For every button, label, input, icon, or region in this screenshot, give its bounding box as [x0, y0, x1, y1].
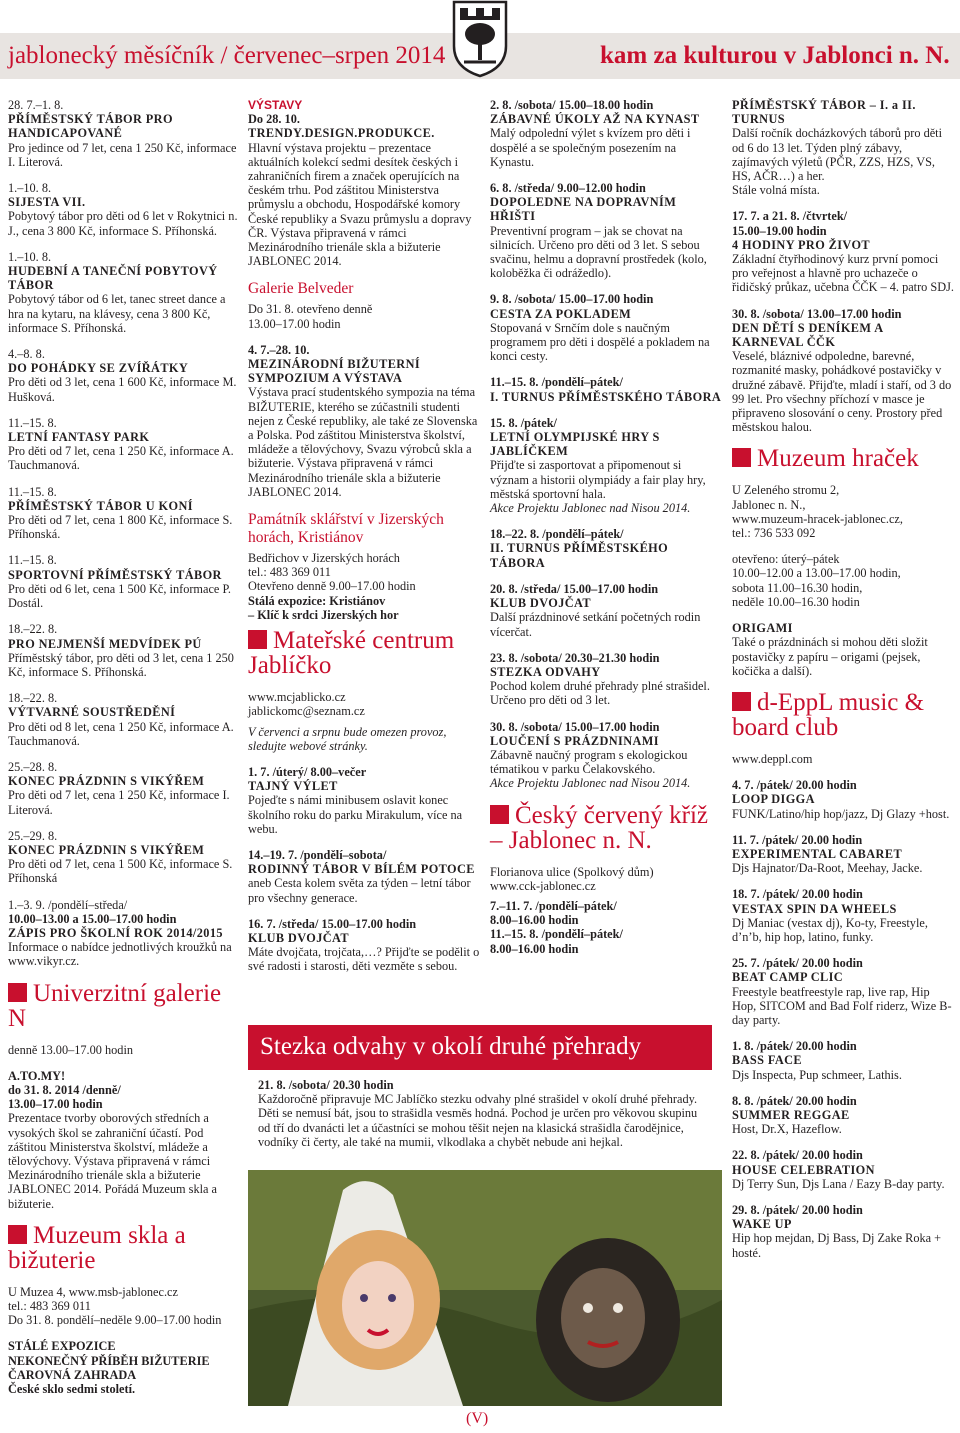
stezka-banner: [248, 1025, 712, 1070]
list-item: A.TO.MY! do 31. 8. 2014 /denně/ 13.00–17.00 hodin Prezentace tvorby oborových středních a vysokých škol se zahraniční účastí. Pod záštitou Ministerstva školství, mládeže a tělovýchovy. Výstava připravená v rámci Mezinárodního trienále skla a bižuterie JABLONEC 2014. Pořádá Muzeum skla a bižuterie.: [8, 1068, 218, 1211]
section-title: kam za kulturou v Jablonci n. N.: [600, 42, 950, 69]
section-heading-deppl: d-EppL music & board club: [732, 688, 925, 741]
hracek-line: tel.: 736 533 092: [732, 526, 816, 541]
publication-title: jablonecký měsíčník / červenec–srpen 2014: [8, 42, 446, 69]
list-item: 6. 8. /středa/ 9.00–12.00 hodin DOPOLEDNE NA DOPRAVNÍM HŘIŠTI Preventivní program – jak se chovat na silnicích. Určeno pro děti od 3 let. S sebou svačinu, helmu a dopravní prostředek (kolo, koloběžka či odrážedlo).: [490, 181, 707, 281]
list-item: 23. 8. /sobota/ 20.30–21.30 hodin STEZKA ODVAHY Pochod kolem druhé přehrady plné strašidel. Určeno pro děti od 3 let.: [490, 650, 710, 708]
column-exhibitions: [248, 98, 480, 986]
expo-title: STÁLÉ EXPOZICE: [8, 1339, 116, 1354]
cck-address: Florianova ulice (Spolkový dům): [490, 864, 654, 879]
hracek-line: otevřeno: úterý–pátek: [732, 552, 840, 567]
list-item: PŘÍMĚSTSKÝ TÁBOR – I. a II. TURNUS Další ročník docházkových táborů pro děti od 6 do 13 let. Týden plný zábavy, zajímavých výletů (PČR, ZZS, HZS, VS, HS, AČR…) a her. Stále volná místa.: [732, 98, 943, 198]
list-item: 18.–22. 8. PRO NEJMENŠÍ MEDVÍDEK PÚ Příměstský tábor, pro děti od 3 let, cena 1 250 Kč, informace S. Příhonská.: [8, 622, 234, 679]
list-item: 1.–10. 8. HUDEBNÍ A TANEČNÍ POBYTOVÝ TÁBOR Pobytový tábor od 6 let, tanec street dance a hra na kytaru, na klávesy, cena 3 800 Kč, informace S. Příhonská.: [8, 249, 226, 335]
materske-mail: jablickomc@seznam.cz: [248, 704, 365, 719]
list-item: 11.–15. 8. /pondělí–pátek/ I. TURNUS PŘÍMĚSTSKÉHO TÁBORA: [490, 375, 722, 404]
pamatnik-line: Stálá expozice: Kristiánov: [248, 593, 386, 608]
list-item: 22. 8. /pátek/ 20.00 hodin HOUSE CELEBRATION Dj Terry Sun, Djs Lana / Eazy B-day party.: [732, 1148, 945, 1191]
list-item: 29. 8. /pátek/ 20.00 hodin WAKE UP Hip hop mejdan, Dj Bass, Dj Zake Roka + hosté.: [732, 1202, 942, 1260]
pamatnik-line: Otevřeno denně 9.00–17.00 hodin: [248, 579, 416, 594]
masked-children-photo: [248, 1170, 722, 1406]
pamatnik-line: – Klíč k srdci Jizerských hor: [248, 607, 399, 622]
belveder-line: Do 31. 8. otevřeno denně: [248, 302, 373, 317]
hracek-line: www.muzeum-hracek-jablonec.cz,: [732, 511, 903, 526]
section-heading-materske: Mateřské centrum Jablíčko: [248, 627, 455, 680]
list-item: 18. 7. /pátek/ 20.00 hodin VESTAX SPIN DA WHEELS Dj Maniac (vestax dj), Ko-ty, Freestyle, d’n’b, hip hop, latino, funky.: [732, 887, 928, 944]
list-item: 18.–22. 8. /pondělí–pátek/ II. TURNUS PŘÍMĚSTSKÉHO TÁBORA: [490, 527, 669, 570]
list-item: 18.–22. 8. VÝTVARNÉ SOUSTŘEDĚNÍ Pro děti od 8 let, cena 1 250 Kč, informace A. Tauchmanová.: [8, 691, 234, 748]
red-square-icon: [732, 448, 751, 467]
banner-title: Stezka odvahy v okolí druhé přehrady: [260, 1033, 642, 1060]
list-item: 11. 7. /pátek/ 20.00 hodin EXPERIMENTAL CABARET Djs Hajnator/Da-Root, Meehay, Jacke.: [732, 832, 923, 876]
city-crest-logo: [450, 0, 510, 78]
pamatnik-title: Památník sklářství v Jizerských horách, Kristiánov: [248, 511, 444, 547]
list-item: 11.–15. 8. SPORTOVNÍ PŘÍMĚSTSKÝ TÁBOR Pro děti od 6 let, cena 1 500 Kč, informace P. Dostál.: [8, 553, 231, 611]
list-item: 4. 7.–28. 10. MEZINÁRODNÍ BIŽUTERNÍ SYMPOZIUM A VÝSTAVA Výstava prací studentského sympozia na téma BIŽUTERIE, kterého se zúčastnili studenti nejen z České republiky, ale také ze Slovenska a Polska. Pod záštitou Ministerstva školství, mládeže a tělovýchovy, Svazu výrobců skla a bižuterie. Výstava připravená v rámci Mezinárodního trienále skla a bižuterie JABLONEC 2014.: [248, 342, 478, 499]
list-item: 30. 8. /sobota/ 13.00–17.00 hodin DEN DĚTÍ S DENÍKEM A KARNEVAL ČČK Veselé, bláznivé odpoledne, barevné, rozmanité masky, pohádkové postavičky v družné zábavě. Přijďte, mladí i staří, od 3 do 99 let. Pro všechny příchozí v masce je připraveno slosování o ceny. Prostory před městskou halou.: [732, 306, 952, 435]
list-item: 25. 7. /pátek/ 20.00 hodin BEAT CAMP CLIC Freestyle beatfreestyle rap, live rap, Hip Hop, SITCOM and Bad Folf riderz, Wize B-day party.: [732, 956, 952, 1027]
list-item: 17. 7. a 21. 8. /čtvrtek/ 15.00–19.00 hodin 4 HODINY PRO ŽIVOT Základní čtyřhodinový kurz první pomoci pro veřejnost a hlavně pro uchazeče o řidičský průkaz, učebna ČČK – 4. patro SDJ.: [732, 209, 954, 295]
list-item: 28. 7.–1. 8. PŘÍMĚSTSKÝ TÁBOR PRO HANDICAPOVANÉ Pro jedince od 7 let, cena 1 250 Kč, informace I. Literová.: [8, 98, 237, 169]
hracek-line: 10.00–12.00 a 13.00–17.00 hodin,: [732, 566, 901, 581]
belveder-line: 13.00–17.00 hodin: [248, 316, 341, 331]
list-item: Do 28. 10. TRENDY.DESIGN.PRODUKCE. Hlavní výstava projektu – prezentace aktuálních kolekcí sedmi desítek českých i zahraničních firem a značek operujících na českém trhu. Pod záštitou Ministerstva průmyslu a obchodu, Hospodářské komory České republiky a Svazu průmyslu a dopravy ČR. Výstava připravená v rámci Mezinárodního trienále skla a bižuterie JABLONEC 2014.: [248, 112, 472, 269]
list-item: 25.–28. 8. KONEC PRÁZDNIN S VIKÝŘEM Pro děti od 7 let, cena 1 250 Kč, informace I. Literová.: [8, 759, 230, 817]
muzeum-opening: Do 31. 8. pondělí–neděle 9.00–17.00 hodin: [8, 1313, 222, 1328]
page-number: (V): [466, 1410, 489, 1427]
red-square-icon: [8, 983, 27, 1002]
cck-date: 7.–11. 7. /pondělí–pátek/: [490, 898, 617, 913]
list-item: 11.–15. 8. PŘÍMĚSTSKÝ TÁBOR U KONÍ Pro děti od 7 let, cena 1 800 Kč, informace S. Příhonská.: [8, 484, 233, 542]
list-item: 30. 8. /sobota/ 15.00–17.00 hodin LOUČENÍ S PRÁZDNINAMI Zábavně naučný program s ekologickou tématikou v parku Čelakovského. Akce Projektu Jablonec nad Nisou 2014.: [490, 719, 691, 791]
list-item: 8. 8. /pátek/ 20.00 hodin SUMMER REGGAE Host, Dr.X, Hazeflow.: [732, 1093, 857, 1137]
banner-body: [258, 1078, 710, 1149]
muzeum-address: U Muzea 4, www.msb-jablonec.cz: [8, 1284, 178, 1299]
hracek-line: sobota 11.00–16.30 hodin,: [732, 580, 863, 595]
expo-item: České sklo sedmi století.: [8, 1382, 136, 1397]
banner-date: 21. 8. /sobota/ 20.30 hodin: [258, 1078, 394, 1092]
list-item: 1.–3. 9. /pondělí–středa/ 10.00–13.00 a 15.00–17.00 hodin ZÁPIS PRO ŠKOLNÍ ROK 2014/2015 Informace o nabídce jednotlivých kroužků na www.vikyr.cz.: [8, 897, 232, 969]
page-header: [0, 0, 960, 84]
cck-date: 11.–15. 8. /pondělí–pátek/: [490, 927, 623, 942]
list-item: 16. 7. /středa/ 15.00–17.00 hodin KLUB DVOJČAT Máte dvojčata, trojčata,…? Přijďte se podělit o své radosti i starosti, děti vezměte s sebou.: [248, 916, 480, 974]
list-item: 1.–10. 8. SIJESTA VII. Pobytový tábor pro děti od 6 let v Rokytnici n. J., cena 3 800 Kč, informace S. Příhonská.: [8, 181, 238, 238]
column-clubs: [732, 98, 954, 1272]
hracek-line: neděle 10.00–16.30 hodin: [732, 594, 860, 609]
list-item: 25.–29. 8. KONEC PRÁZDNIN S VIKÝŘEM Pro děti od 7 let, cena 1 500 Kč, informace S. Příhonská: [8, 828, 233, 886]
section-heading-hracek: Muzeum hraček: [732, 446, 954, 471]
column-jablicko-events: [490, 98, 722, 956]
expo-item: ČAROVNÁ ZAHRADA: [8, 1367, 137, 1382]
list-item: ORIGAMI Také o prázdninách si mohou děti složit postavičky z papíru – origami (pejsek, kočička a další).: [732, 621, 928, 678]
deppl-web: www.deppl.com: [732, 751, 813, 766]
hracek-line: Jablonec n. N.,: [732, 497, 806, 512]
materske-note: V červenci a srpnu bude omezen provoz, sledujte webové stránky.: [248, 724, 447, 753]
muzeum-phone: tel.: 483 369 011: [8, 1299, 91, 1313]
expo-item: NEKONEČNÝ PŘÍBĚH BIŽUTERIE: [8, 1353, 210, 1368]
cck-web: www.cck-jablonec.cz: [490, 878, 596, 893]
vystavy-label: VÝSTAVY: [248, 98, 303, 112]
list-item: 4. 7. /pátek/ 20.00 hodin LOOP DIGGA FUNK/Latino/hip hop/jazz, Dj Glazy +host.: [732, 778, 950, 821]
pamatnik-line: Bedřichov v Jizerských horách: [248, 551, 400, 566]
list-item: 4.–8. 8. DO POHÁDKY SE ZVÍŘÁTKY Pro děti od 3 let, cena 1 600 Kč, informace M. Hušková.: [8, 347, 237, 404]
column-camps: [8, 98, 240, 1396]
section-heading-cck: Český červený kříž – Jablonec n. N.: [490, 801, 708, 854]
list-item: 2. 8. /sobota/ 15.00–18.00 hodin ZÁBAVNÉ ÚKOLY AŽ NA KYNAST Malý odpolední výlet s kvízem pro děti i dospělé a se společným posezením na Kynastu.: [490, 98, 700, 169]
pamatnik-line: tel.: 483 369 011: [248, 565, 331, 580]
section-heading-muzeum-skla: Muzeum skla a bižuterie: [8, 1221, 186, 1274]
cck-time: 8.00–16.00 hodin: [490, 941, 579, 956]
belveder-title: Galerie Belveder: [248, 280, 354, 298]
cck-time: 8.00–16.00 hodin: [490, 913, 579, 928]
list-item: 1. 8. /pátek/ 20.00 hodin BASS FACE Djs Inspecta, Pup schmeer, Lathis.: [732, 1039, 902, 1082]
section-heading-galerie: Univerzitní galerie N: [8, 979, 222, 1032]
hracek-line: U Zeleného stromu 2,: [732, 483, 840, 498]
red-square-icon: [8, 1225, 27, 1244]
list-item: 1. 7. /úterý/ 8.00–večer TAJNÝ VÝLET Pojeďte s námi minibusem oslavit konec školního roku do parku Mirakulum, více na webu.: [248, 764, 463, 836]
red-square-icon: [490, 805, 509, 824]
galerie-hours: denně 13.00–17.00 hodin: [8, 1042, 134, 1057]
red-square-icon: [732, 692, 751, 711]
list-item: 15. 8. /pátek/ LETNÍ OLYMPIJSKÉ HRY S JABLÍČKEM Přijďte si zasportovat a připomenout si význam a historii olympiády a fair play hry, městská sportovní hala. Akce Projektu Jablonec nad Nisou 2014.: [490, 415, 706, 516]
red-square-icon: [248, 630, 267, 649]
list-item: 11.–15. 8. LETNÍ FANTASY PARK Pro děti od 7 let, cena 1 250 Kč, informace A. Tauchmanová.: [8, 415, 234, 473]
materske-web: www.mcjablicko.cz: [248, 690, 346, 705]
list-item: 14.–19. 7. /pondělí–sobota/ RODINNÝ TÁBOR V BÍLÉM POTOCE aneb Cesta kolem světa za týden – letní tábor pro všechny generace.: [248, 847, 475, 905]
list-item: 9. 8. /sobota/ 15.00–17.00 hodin CESTA ZA POKLADEM Stopovaná v Srnčím dole s naučným programem pro děti i dospělé a pokladem na konci cesty.: [490, 292, 710, 364]
banner-text: Každoročně připravuje MC Jablíčko stezku odvahy plné strašidel v okolí druhé přehrady. Děti se nemusí bát, jsou to strašidla vesměs hodná. Pochod je určen pro věkovou skupinu od tří do dvanácti let a účastníci se mohou těšit nejen na klasická strašidla čarodějnice, vodníky či čerty, ale také na mumii, vlkodlaka a chybět nebude ani hejkal.: [258, 1092, 698, 1149]
list-item: 20. 8. /středa/ 15.00–17.00 hodin KLUB DVOJČAT Další prázdninové setkání početných rodin vícerčat.: [490, 581, 701, 639]
